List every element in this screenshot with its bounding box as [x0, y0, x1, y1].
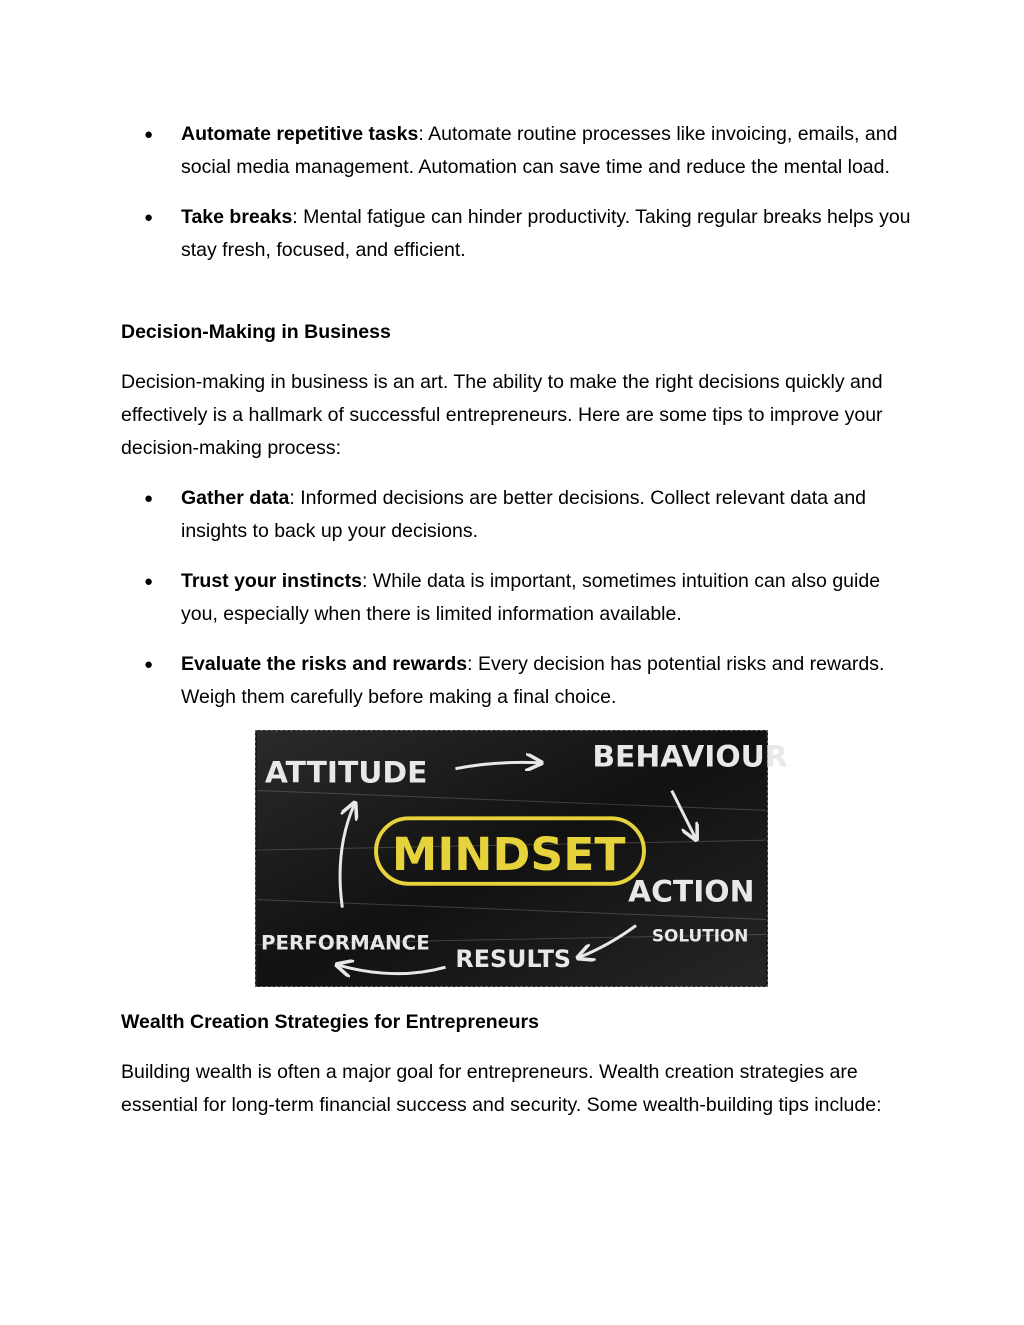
- section-heading-wealth-creation: Wealth Creation Strategies for Entrepreneurs: [121, 1011, 539, 1033]
- word-behaviour: BEHAVIOUR: [592, 739, 788, 775]
- word-mindset: MINDSET: [391, 827, 626, 881]
- bullet-icon: ●: [144, 126, 154, 143]
- bullet-icon: ●: [144, 573, 154, 590]
- list-item: [121, 482, 911, 548]
- list-item: [121, 565, 911, 631]
- decision-tips-list: [121, 482, 911, 714]
- decision-making-intro: Decision-making in business is an art. The ability to make the right decisions quickly and effectively is a hallmark of successful entrepreneurs. Here are some tips to improve your decision-making process:: [121, 371, 883, 459]
- word-solution: SOLUTION: [651, 925, 749, 946]
- word-attitude: ATTITUDE: [264, 755, 428, 791]
- word-performance: PERFORMANCE: [260, 931, 430, 955]
- list-item: [121, 201, 911, 267]
- word-action: ACTION: [628, 874, 755, 910]
- bullet-text: : Automate routine processes like invoicing, emails, and social media management. Automation can save time and reduce the mental load.: [181, 123, 898, 178]
- word-results: RESULTS: [455, 945, 572, 974]
- bullet-text: : Every decision has potential risks and rewards. Weigh them carefully before making a final choice.: [181, 653, 885, 708]
- wealth-creation-intro: Building wealth is often a major goal for entrepreneurs. Wealth creation strategies are essential for long-term financial success and security. Some wealth-building tips include:: [121, 1061, 882, 1116]
- section-heading-decision-making: Decision-Making in Business: [121, 321, 391, 343]
- bullet-icon: ●: [144, 209, 154, 226]
- bullet-term: Evaluate the risks and rewards: [181, 653, 468, 675]
- bullet-text: : While data is important, sometimes intuition can also guide you, especially when there is limited information available.: [181, 570, 881, 625]
- bullet-text: : Mental fatigue can hinder productivity. Taking regular breaks helps you stay fresh, focused, and efficient.: [181, 206, 911, 261]
- bullet-term: Gather data: [181, 487, 290, 509]
- mindset-cycle-image: [255, 730, 788, 987]
- bullet-icon: ●: [144, 490, 154, 507]
- list-item: [121, 648, 911, 714]
- list-item: [121, 118, 911, 184]
- bullet-term: Automate repetitive tasks: [181, 123, 419, 145]
- productivity-tips-list: [121, 118, 911, 267]
- bullet-icon: ●: [144, 656, 154, 673]
- bullet-text: : Informed decisions are better decisions. Collect relevant data and insights to back up your decisions.: [181, 487, 867, 542]
- bullet-term: Take breaks: [181, 206, 293, 228]
- mindset-cycle-illustration: [256, 731, 788, 986]
- bullet-term: Trust your instincts: [181, 570, 362, 592]
